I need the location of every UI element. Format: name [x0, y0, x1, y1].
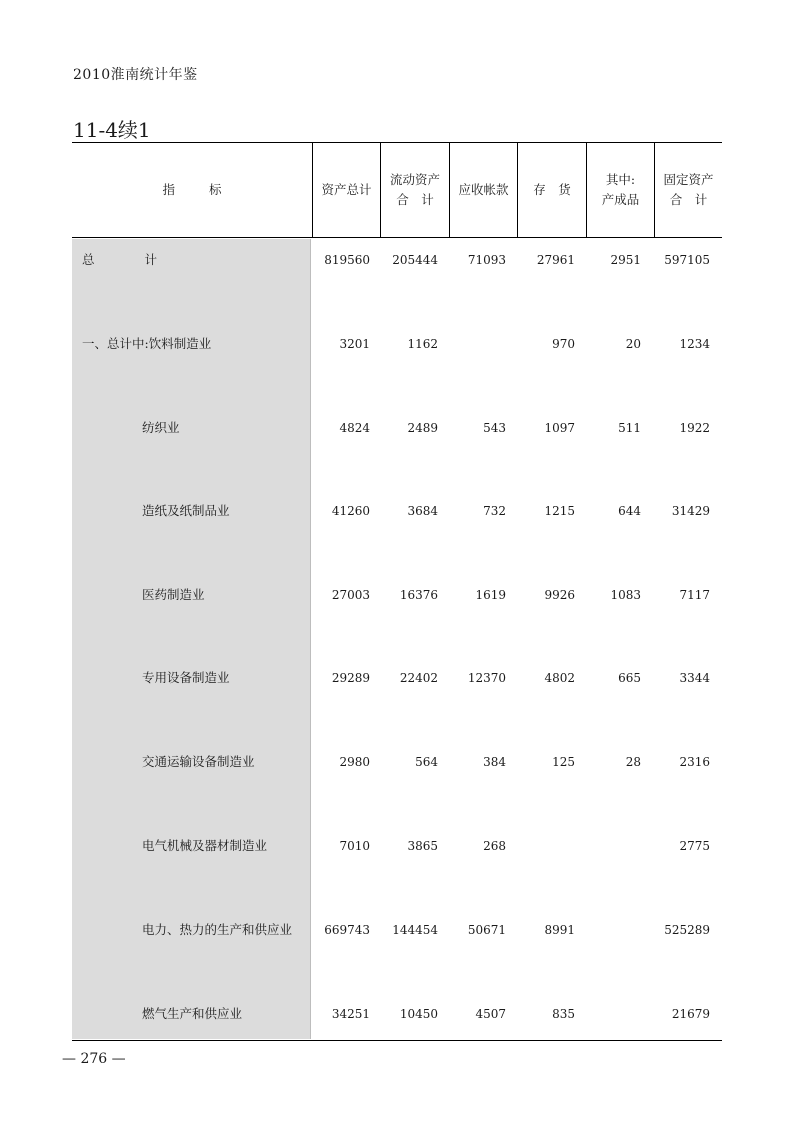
cell-receivables: 732	[483, 504, 506, 518]
header-indicator	[72, 143, 312, 237]
cell-receivables: 384	[483, 755, 506, 769]
table-row	[72, 499, 722, 523]
cell-fixed-assets: 2775	[679, 839, 710, 853]
page-number: — 276 —	[62, 1051, 126, 1067]
header-indicator-part1: 指	[162, 182, 175, 197]
cell-inventory: 835	[552, 1007, 575, 1021]
cell-total-assets: 2980	[339, 755, 370, 769]
row-label: 专用设备制造业	[142, 670, 230, 685]
cell-inventory: 4802	[544, 671, 575, 685]
table-row	[72, 332, 722, 356]
cell-inventory: 27961	[536, 253, 575, 267]
table-title: 11-4续1	[73, 118, 151, 142]
cell-current-assets: 205444	[392, 253, 438, 267]
cell-receivables: 4507	[475, 1007, 506, 1021]
cell-total-assets: 819560	[324, 253, 370, 267]
row-label: 燃气生产和供应业	[142, 1006, 243, 1021]
row-label: 纺织业	[142, 420, 180, 435]
cell-finished-goods: 665	[618, 671, 641, 685]
header-fixed-assets-line2: 合 计	[669, 192, 708, 207]
header-fixed-assets	[654, 143, 722, 237]
cell-total-assets: 3201	[339, 337, 370, 351]
cell-total-assets: 7010	[339, 839, 370, 853]
cell-inventory: 8991	[544, 923, 575, 937]
header-finished-goods-line1: 其中:	[605, 172, 636, 187]
cell-inventory: 1215	[544, 504, 575, 518]
cell-finished-goods: 20	[625, 337, 641, 351]
cell-current-assets: 16376	[399, 588, 438, 602]
cell-inventory: 125	[552, 755, 575, 769]
cell-total-assets: 27003	[331, 588, 370, 602]
table-row	[72, 248, 722, 272]
header-inventory	[517, 143, 586, 237]
table-header	[72, 143, 722, 238]
table-row	[72, 1002, 722, 1026]
header-finished-goods	[586, 143, 654, 237]
table-row	[72, 416, 722, 440]
row-label: 总 计	[82, 252, 158, 267]
row-label: 电气机械及器材制造业	[142, 838, 268, 853]
cell-fixed-assets: 2316	[679, 755, 710, 769]
cell-finished-goods: 1083	[610, 588, 641, 602]
cell-total-assets: 669743	[324, 923, 370, 937]
cell-current-assets: 3684	[407, 504, 438, 518]
header-receivables	[449, 143, 517, 237]
header-total-assets-text: 资产总计	[321, 182, 372, 197]
cell-current-assets: 2489	[407, 421, 438, 435]
cell-current-assets: 564	[415, 755, 438, 769]
cell-fixed-assets: 3344	[679, 671, 710, 685]
table-row	[72, 666, 722, 690]
table-row	[72, 834, 722, 858]
cell-total-assets: 29289	[331, 671, 370, 685]
header-current-assets	[380, 143, 449, 237]
cell-total-assets: 4824	[339, 421, 370, 435]
row-label: 一、总计中:饮料制造业	[82, 336, 212, 351]
cell-receivables: 50671	[467, 923, 506, 937]
cell-current-assets: 3865	[407, 839, 438, 853]
cell-current-assets: 144454	[392, 923, 438, 937]
cell-fixed-assets: 1922	[679, 421, 710, 435]
cell-fixed-assets: 21679	[671, 1007, 710, 1021]
table-row	[72, 583, 722, 607]
cell-current-assets: 1162	[407, 337, 438, 351]
cell-total-assets: 41260	[331, 504, 370, 518]
header-total-assets	[312, 143, 380, 237]
cell-receivables: 543	[483, 421, 506, 435]
cell-total-assets: 34251	[331, 1007, 370, 1021]
cell-inventory: 1097	[544, 421, 575, 435]
row-label: 电力、热力的生产和供应业	[142, 922, 293, 937]
cell-finished-goods: 28	[625, 755, 641, 769]
table-row	[72, 918, 722, 942]
cell-receivables: 1619	[475, 588, 506, 602]
cell-inventory: 970	[552, 337, 575, 351]
cell-receivables: 268	[483, 839, 506, 853]
cell-fixed-assets: 1234	[679, 337, 710, 351]
cell-current-assets: 10450	[399, 1007, 438, 1021]
header-current-assets-line2: 合 计	[396, 192, 434, 207]
cell-finished-goods: 511	[618, 421, 641, 435]
header-finished-goods-line2: 产成品	[601, 192, 640, 207]
cell-fixed-assets: 31429	[671, 504, 710, 518]
running-head: 2010淮南统计年鉴	[73, 67, 198, 83]
cell-fixed-assets: 597105	[664, 253, 710, 267]
header-indicator-part2: 标	[209, 182, 222, 197]
header-current-assets-line1: 流动资产	[389, 172, 440, 187]
cell-finished-goods: 2951	[610, 253, 641, 267]
row-label: 造纸及纸制品业	[142, 503, 230, 518]
cell-fixed-assets: 7117	[679, 588, 710, 602]
cell-finished-goods: 644	[618, 504, 641, 518]
statistics-table	[72, 142, 722, 1041]
cell-current-assets: 22402	[399, 671, 438, 685]
header-fixed-assets-line1: 固定资产	[663, 172, 714, 187]
cell-inventory: 9926	[544, 588, 575, 602]
table-row	[72, 750, 722, 774]
cell-fixed-assets: 525289	[664, 923, 710, 937]
header-receivables-text: 应收帐款	[458, 182, 509, 197]
cell-receivables: 71093	[467, 253, 506, 267]
row-label: 医药制造业	[142, 587, 205, 602]
row-label: 交通运输设备制造业	[142, 754, 255, 769]
cell-receivables: 12370	[467, 671, 506, 685]
header-inventory-text: 存 货	[533, 182, 571, 197]
